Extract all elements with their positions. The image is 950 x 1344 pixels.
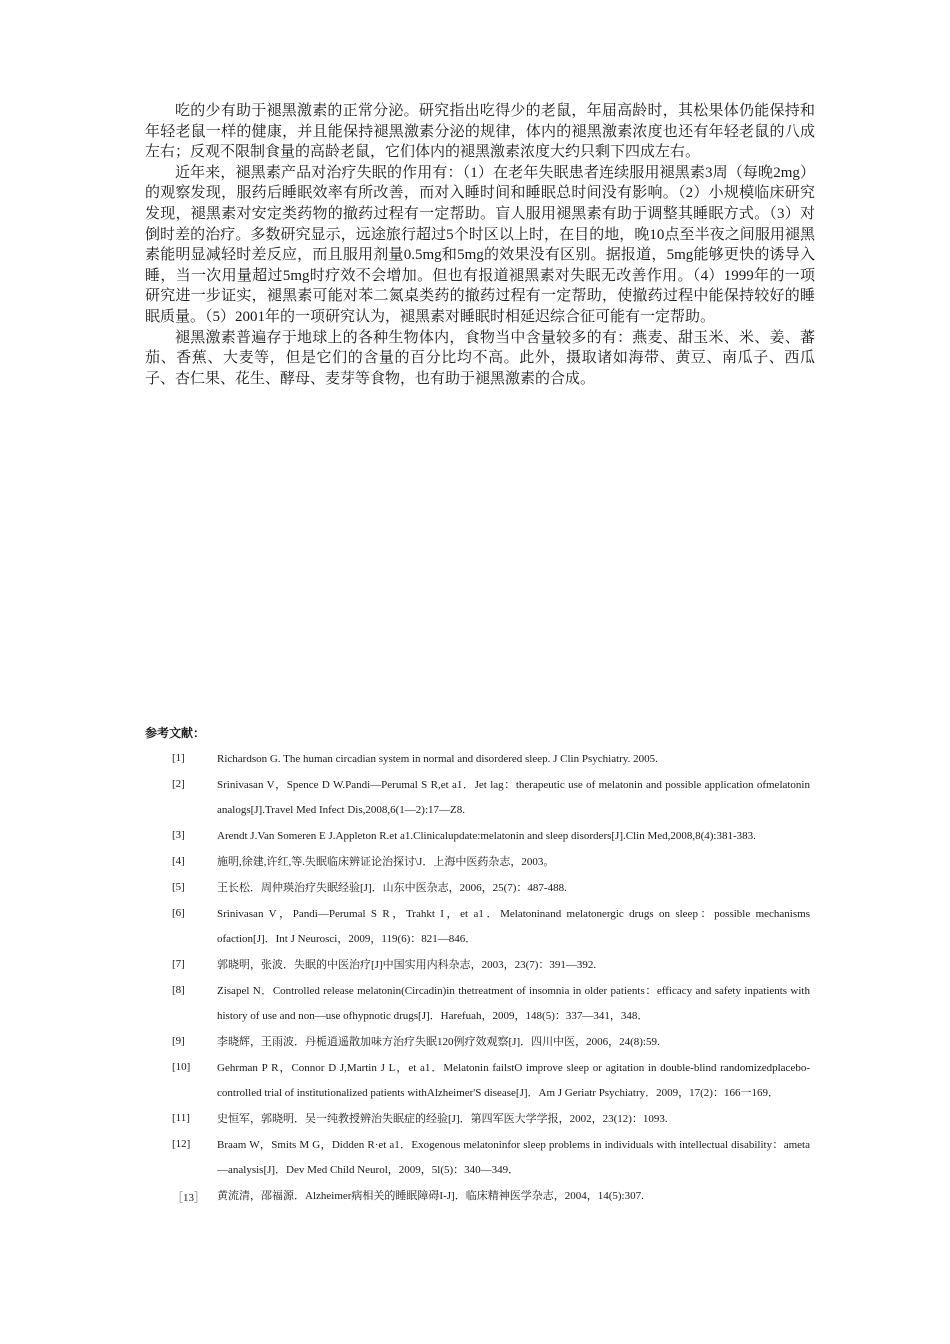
reference-text: 施明,徐建,许红,等.失眠临床辨证论治探讨\J．上海中医药杂志，2003。 bbox=[217, 856, 555, 868]
reference-number: [2] bbox=[172, 778, 185, 790]
reference-number: [3] bbox=[172, 829, 185, 841]
reference-item bbox=[145, 1112, 810, 1132]
reference-number: [5] bbox=[172, 881, 185, 893]
reference-text: Srinivasan V，Pandi—Perumal S R，Trahkt I，et a1．Melatoninand melatonergic drugs on sleep：possible mechanisms ofaction[J]．Int J Neurosci，2009，119(6)：821—846． bbox=[217, 908, 810, 945]
reference-text: 王长松．周仲瑛治疗失眠经验[J]．山东中医杂志，2006，25(7)：487-488. bbox=[217, 882, 567, 894]
reference-number: [9] bbox=[172, 1035, 185, 1047]
reference-number: [7] bbox=[172, 958, 185, 970]
references-heading: 参考文献： bbox=[145, 726, 206, 740]
reference-item bbox=[145, 778, 810, 823]
reference-item bbox=[145, 1189, 810, 1209]
reference-item bbox=[145, 829, 810, 849]
reference-item bbox=[145, 881, 810, 901]
reference-text: Arendt J.Van Someren E J.Appleton R.et a1.Clinicalupdate:melatonin and sleep disorders[J].Clin Med,2008,8(4):381-383. bbox=[217, 830, 756, 842]
reference-item bbox=[145, 1061, 810, 1106]
reference-item bbox=[145, 984, 810, 1029]
reference-item bbox=[145, 752, 810, 772]
reference-text: 黄流清，邵福源．Alzheimer病相关的睡眠障碍I-J]．临床精神医学杂志，2004，14(5):307. bbox=[217, 1190, 644, 1202]
reference-text: Srinivasan V，Spence D W.Pandi—Perumal S R,et a1．Jet lag：therapeutic use of melatonin and possible application ofmelatonin analogs[J].Travel Med Infect Dis,2008,6(1—2):17—Z8. bbox=[217, 779, 810, 816]
reference-number: [12] bbox=[172, 1138, 191, 1150]
reference-text: 郭晓明，张波．失眠的中医治疗[J]中国实用内科杂志，2003，23(7)：391—392. bbox=[217, 959, 597, 971]
reference-text: Zisapel N．Controlled release melatonin(Circadin)in thetreatment of insomnia in older patients：efficacy and safety inpatients with history of use and non—use ofhypnotic drugs[J]．Harefuah，2009，148(5)：337—341，348． bbox=[217, 985, 810, 1022]
reference-item bbox=[145, 907, 810, 952]
reference-text: 史恒军，郭晓明．吴一纯教授辨治失眠症的经验[J]．第四军医大学学报，2002，23(12)：1093. bbox=[217, 1113, 668, 1125]
reference-item bbox=[145, 855, 810, 875]
reference-number: [11] bbox=[172, 1112, 190, 1124]
paragraph: 近年来，褪黑素产品对治疗失眠的作用有：（1）在老年失眠患者连续服用褪黑素3周（每晚2mg）的观察发现，服药后睡眠效率有所改善，而对入睡时间和睡眠总时间没有影响。（2）小规模临床研究发现，褪黑素对安定类药物的撤药过程有一定帮助。盲人服用褪黑素有助于调整其睡眠方式。（3）对倒时差的治疗。多数研究显示，远途旅行超过5个时区以上时，在目的地，晚10点至半夜之间服用褪黑素能明显减轻时差反应，而且服用剂量0.5mg和5mg的效果没有区别。据报道，5mg能够更快的诱导入睡，当一次用量超过5mg时疗效不会增加。但也有报道褪黑素对失眠无改善作用。（4）1999年的一项研究进一步证实，褪黑素可能对苯二氮桌类药的撤药过程有一定帮助，使撤药过程中能保持较好的睡眠质量。（5）2001年的一项研究认为，褪黑素对睡眠时相延迟综合征可能有一定帮助。 bbox=[145, 164, 815, 325]
reference-number: [10] bbox=[172, 1061, 191, 1073]
references-list bbox=[145, 752, 810, 1215]
reference-number: [6] bbox=[172, 907, 185, 919]
reference-number: [1] bbox=[172, 752, 185, 764]
reference-number: [8] bbox=[172, 984, 185, 996]
reference-item bbox=[145, 958, 810, 978]
reference-number: [4] bbox=[172, 855, 185, 867]
reference-text: Braam W，Smits M G，Didden R·et a1．Exogenous melatoninfor sleep problems in individuals with intellectual disability：ameta—analysis[J]．Dev Med Child Neurol，2009，5l(5)：340—349． bbox=[217, 1139, 810, 1176]
reference-text: 李晓辉，王雨波．丹栀逍遥散加味方治疗失眠120例疗效观察[J]．四川中医，2006，24(8):59. bbox=[217, 1036, 660, 1048]
reference-text: Richardson G. The human circadian system in normal and disordered sleep. J Clin Psychiatry. 2005. bbox=[217, 753, 658, 765]
reference-item bbox=[145, 1138, 810, 1183]
reference-item bbox=[145, 1035, 810, 1055]
paragraph: 褪黑激素普遍存于地球上的各种生物体内，食物当中含量较多的有：燕麦、甜玉米、米、姜、蕃茄、香蕉、大麦等，但是它们的含量的百分比均不高。此外，摄取诸如海带、黄豆、南瓜子、西瓜子、杏仁果、花生、酵母、麦芽等食物，也有助于褪黑激素的合成。 bbox=[145, 329, 815, 387]
reference-text: Gehrman P R，Connor D J,Martin J L，et a1．Melatonin failstO improve sleep or agitation in double-blind randomizedplacebo-controlled trial of institutionalized patients withAlzheimer'S disease[J]．Am J Geriatr Psychiatry．2009，17(2)：166一169． bbox=[217, 1062, 810, 1099]
paragraph: 吃的少有助于褪黑激素的正常分泌。研究指出吃得少的老鼠，年届高龄时，其松果体仍能保持和年轻老鼠一样的健康，并且能保持褪黑激素分泌的规律，体内的褪黑激素浓度也还有年轻老鼠的八成左右；反观不限制食量的高龄老鼠，它们体内的褪黑激素浓度大约只剩下四成左右。 bbox=[145, 103, 815, 161]
reference-number: ［13］ bbox=[172, 1192, 205, 1204]
body-text bbox=[145, 101, 815, 389]
